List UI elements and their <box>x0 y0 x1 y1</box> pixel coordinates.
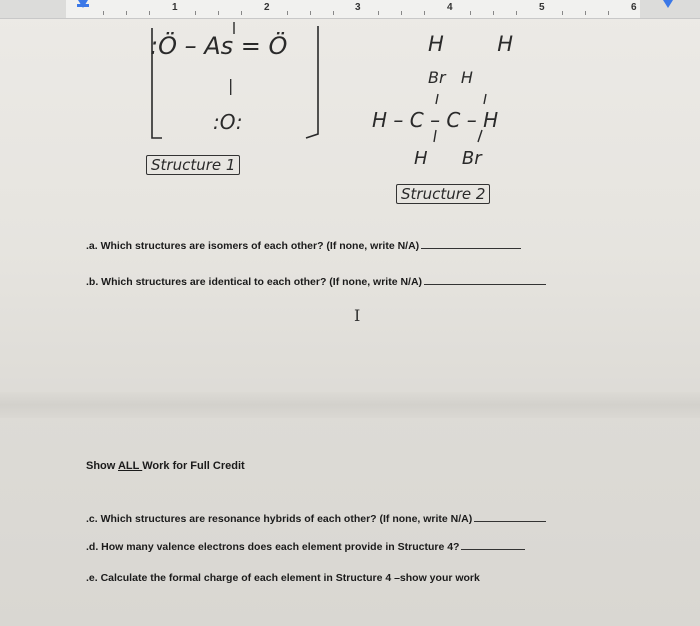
structure1-label: Structure 1 <box>146 155 240 175</box>
question-b: .b. Which structures are identical to each other? (If none, write N/A) <box>86 276 546 288</box>
structure1-bond: | <box>228 76 234 95</box>
horizontal-ruler[interactable] <box>0 0 700 19</box>
ruler-mark: 6 <box>631 2 637 13</box>
structure1-row1: :Ö – As = Ö <box>150 32 288 60</box>
answer-line-c[interactable] <box>474 520 546 522</box>
ruler-tick <box>562 11 563 15</box>
question-e: .e. Calculate the formal charge of each element in Structure 4 –show your work <box>86 572 480 584</box>
answer-line-b[interactable] <box>424 283 546 285</box>
answer-line-d[interactable] <box>461 548 525 550</box>
ruler-mark: 1 <box>172 2 178 13</box>
structure2-bonds-icon <box>430 90 500 150</box>
ruler-tick <box>585 11 586 15</box>
ruler-tick <box>424 11 425 15</box>
question-a: .a. Which structures are isomers of each other? (If none, write N/A) <box>86 240 521 252</box>
ruler-tick <box>493 11 494 15</box>
question-c: .c. Which structures are resonance hybrids of each other? (If none, write N/A) <box>86 513 546 525</box>
structure2-label: Structure 2 <box>396 184 490 204</box>
work-heading: Show ALL Work for Full Credit <box>86 460 245 472</box>
ruler-tick <box>195 11 196 15</box>
first-line-indent-icon[interactable] <box>77 4 89 7</box>
structure2-top-row: H H <box>428 32 513 56</box>
ruler-tick <box>287 11 288 15</box>
ruler-tick <box>241 11 242 15</box>
ruler-mark: 3 <box>355 2 361 13</box>
text-cursor-icon: I <box>354 306 361 325</box>
ruler-tick <box>608 11 609 15</box>
ruler-tick <box>333 11 334 15</box>
ruler-margin-left <box>0 0 66 18</box>
ruler-tick <box>126 11 127 15</box>
structure1-row3: :O: <box>213 110 243 134</box>
ruler-tick <box>149 11 150 15</box>
ruler-tick <box>516 11 517 15</box>
ruler-mark: 5 <box>539 2 545 13</box>
ruler-tick <box>103 11 104 15</box>
question-d: .d. How many valence electrons does each element provide in Structure 4? <box>86 541 525 553</box>
ruler-tick <box>218 11 219 15</box>
ruler-tick <box>310 11 311 15</box>
page-break <box>0 392 700 418</box>
ruler-tick <box>401 11 402 15</box>
structure2-br-h-row: Br H <box>428 68 473 87</box>
answer-line-a[interactable] <box>421 247 521 249</box>
ruler-tick <box>378 11 379 15</box>
right-indent-marker-icon[interactable] <box>663 0 673 8</box>
ruler-mark: 4 <box>447 2 453 13</box>
structure2-main-row: H – C – C – H <box>372 108 499 132</box>
ruler-tick <box>470 11 471 15</box>
structure2-bottom-row: H Br <box>414 148 482 169</box>
ruler-mark: 2 <box>264 2 270 13</box>
